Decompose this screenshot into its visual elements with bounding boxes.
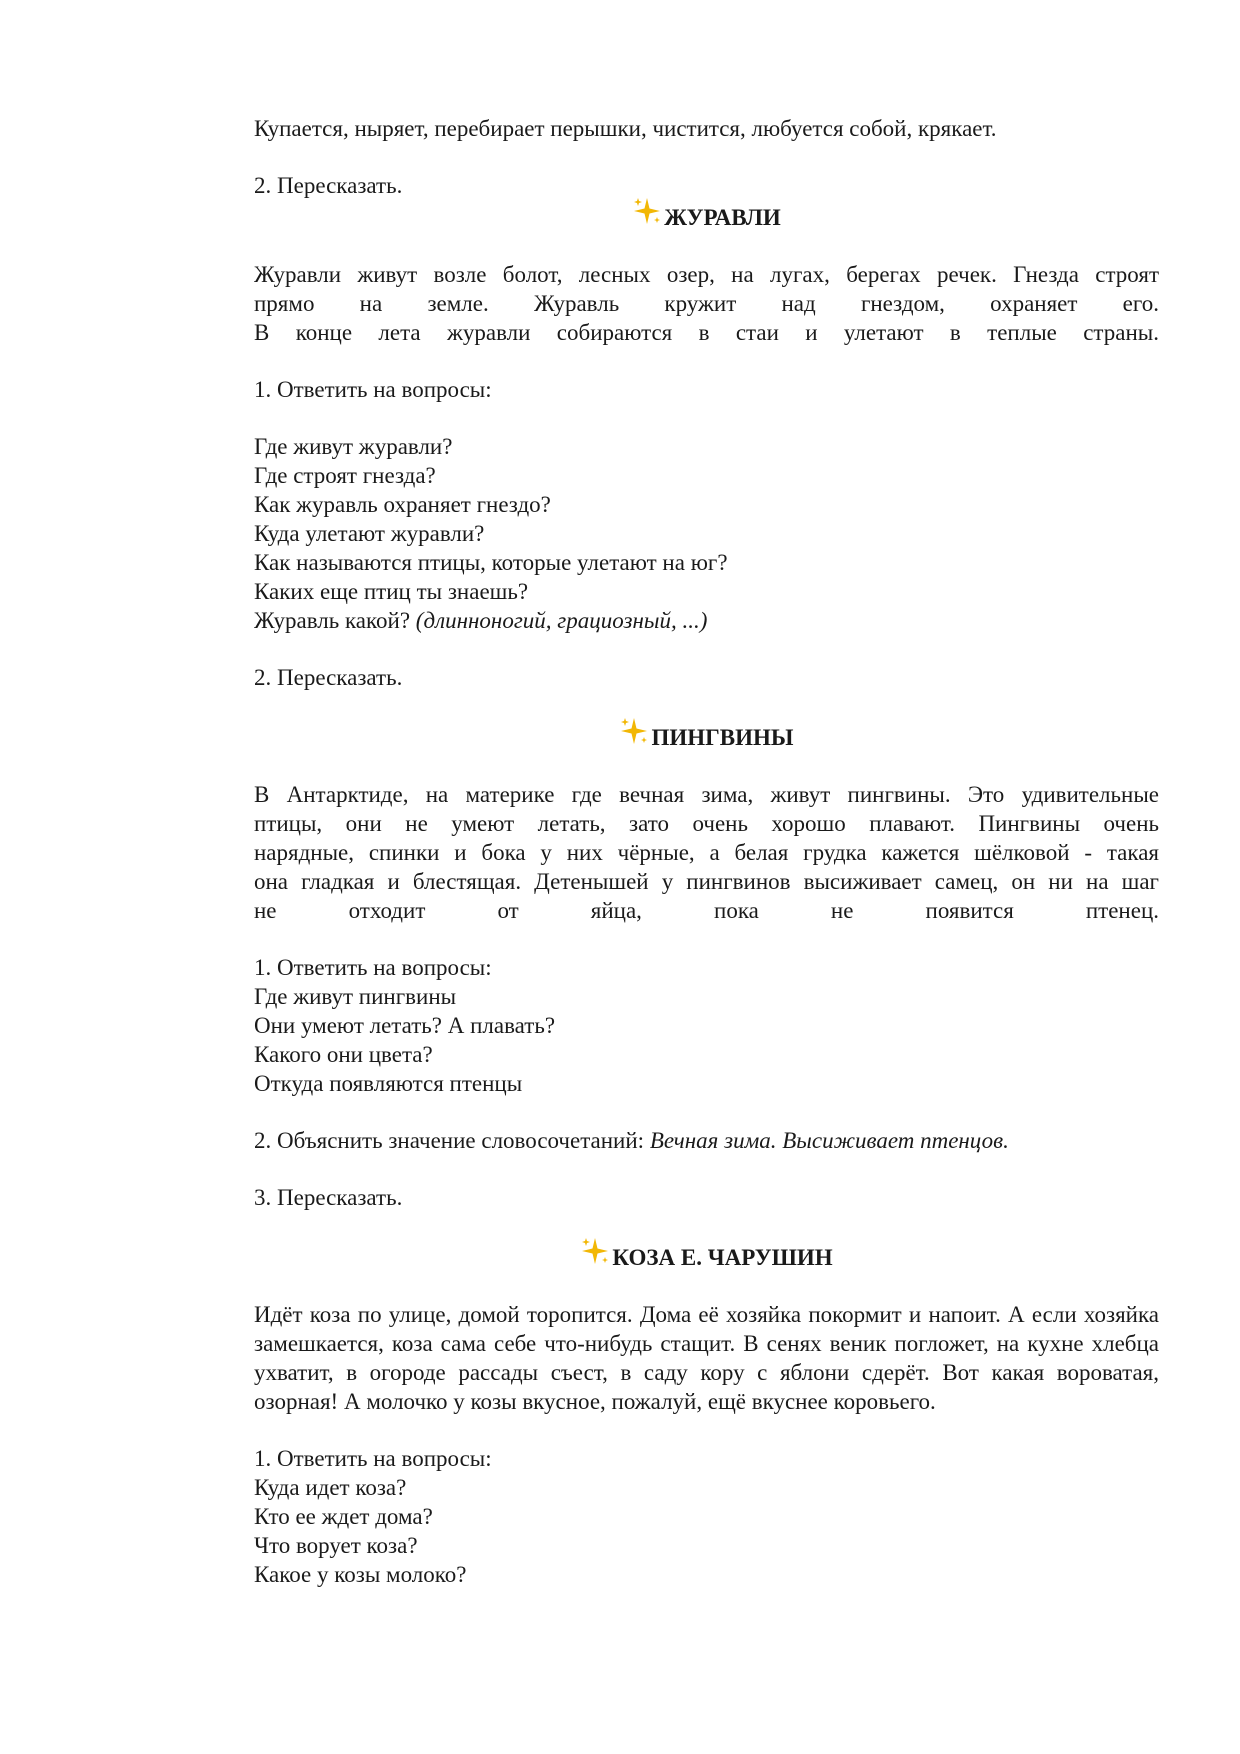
penguins-task-2-prefix: 2. Объяснить значение словосочетаний: — [254, 1128, 645, 1153]
penguins-task-3: 3. Пересказать. — [254, 1185, 403, 1210]
penguins-text-line-1: В Антарктиде, на материке где вечная зима, живут пингвины. Это удивительные — [254, 782, 1159, 807]
sparkles-icon — [632, 200, 660, 226]
cranes-title: ЖУРАВЛИ — [664, 205, 781, 230]
goat-question: Куда идет коза? — [254, 1475, 407, 1500]
penguins-question: Какого они цвета? — [254, 1042, 433, 1067]
cranes-question: Где строят гнезда? — [254, 463, 436, 488]
penguins-task-2 — [254, 1126, 1159, 1155]
sparkles-icon — [619, 720, 647, 746]
cranes-question: Куда улетают журавли? — [254, 521, 485, 546]
intro-task: 2. Пересказать. — [254, 173, 403, 198]
cranes-last-question-text: Журавль какой? — [254, 608, 411, 633]
cranes-text-line-3: В конце лета журавли собираются в стаи и улетают в теплые страны. — [254, 320, 1159, 345]
penguins-question: Откуда появляются птенцы — [254, 1071, 523, 1096]
penguins-text-line-4: она гладкая и блестящая. Детенышей у пингвинов высиживает самец, он ни на шаг — [254, 869, 1159, 894]
cranes-question: Где живут журавли? — [254, 434, 453, 459]
goat-text: Идёт коза по улице, домой торопится. Дома её хозяйка покормит и напоит. А если хозяйка замешкается, коза сама себе что-нибудь стащит. В сенях веник погложет, на кухне хлебца ухватит, в огороде рассады съест, в саду кору с яблони сдерёт. Вот какая вороватая, озорная! А молочко у козы вкусное, пожалуй, ещё вкуснее коровьего. — [254, 1302, 1159, 1414]
penguins-text-line-5: не отходит от яйца, пока не появится птенец. — [254, 898, 1159, 923]
goat-question: Какое у козы молоко? — [254, 1562, 467, 1587]
cranes-text-line-2: прямо на земле. Журавль кружит над гнездом, охраняет его. — [254, 291, 1159, 316]
cranes-task-1: 1. Ответить на вопросы: — [254, 377, 492, 402]
goat-task-1: 1. Ответить на вопросы: — [254, 1446, 492, 1471]
cranes-question: Как называются птицы, которые улетают на юг? — [254, 550, 728, 575]
penguins-title: ПИНГВИНЫ — [651, 725, 794, 750]
document-page — [254, 114, 1159, 1589]
goat-question: Кто ее ждет дома? — [254, 1504, 433, 1529]
penguins-task-2-phrases: Вечная зима. Высиживает птенцов. — [649, 1128, 1009, 1153]
penguins-text-line-3: нарядные, спинки и бока у них чёрные, а белая грудка кажется шёлковой - такая — [254, 840, 1159, 865]
cranes-task-2: 2. Пересказать. — [254, 665, 403, 690]
cranes-text-line-1: Журавли живут возле болот, лесных озер, на лугах, берегах речек. Гнезда строят — [254, 262, 1159, 287]
goat-heading — [254, 1240, 1159, 1272]
goat-title: КОЗА Е. ЧАРУШИН — [612, 1245, 833, 1270]
cranes-heading — [254, 200, 1159, 232]
penguins-question: Они умеют летать? А плавать? — [254, 1013, 556, 1038]
cranes-question: Как журавль охраняет гнездо? — [254, 492, 551, 517]
cranes-last-question — [254, 606, 1159, 635]
penguins-heading — [254, 720, 1159, 752]
intro-line: Купается, ныряет, перебирает перышки, чистится, любуется собой, крякает. — [254, 116, 997, 141]
cranes-last-question-hint: (длинноногий, грациозный, ...) — [415, 608, 708, 633]
sparkles-icon — [580, 1240, 608, 1266]
penguins-text-line-2: птицы, они не умеют летать, зато очень хорошо плавают. Пингвины очень — [254, 811, 1159, 836]
cranes-question: Каких еще птиц ты знаешь? — [254, 579, 529, 604]
penguins-task-1: 1. Ответить на вопросы: — [254, 955, 492, 980]
penguins-question: Где живут пингвины — [254, 984, 457, 1009]
goat-question: Что ворует коза? — [254, 1533, 418, 1558]
